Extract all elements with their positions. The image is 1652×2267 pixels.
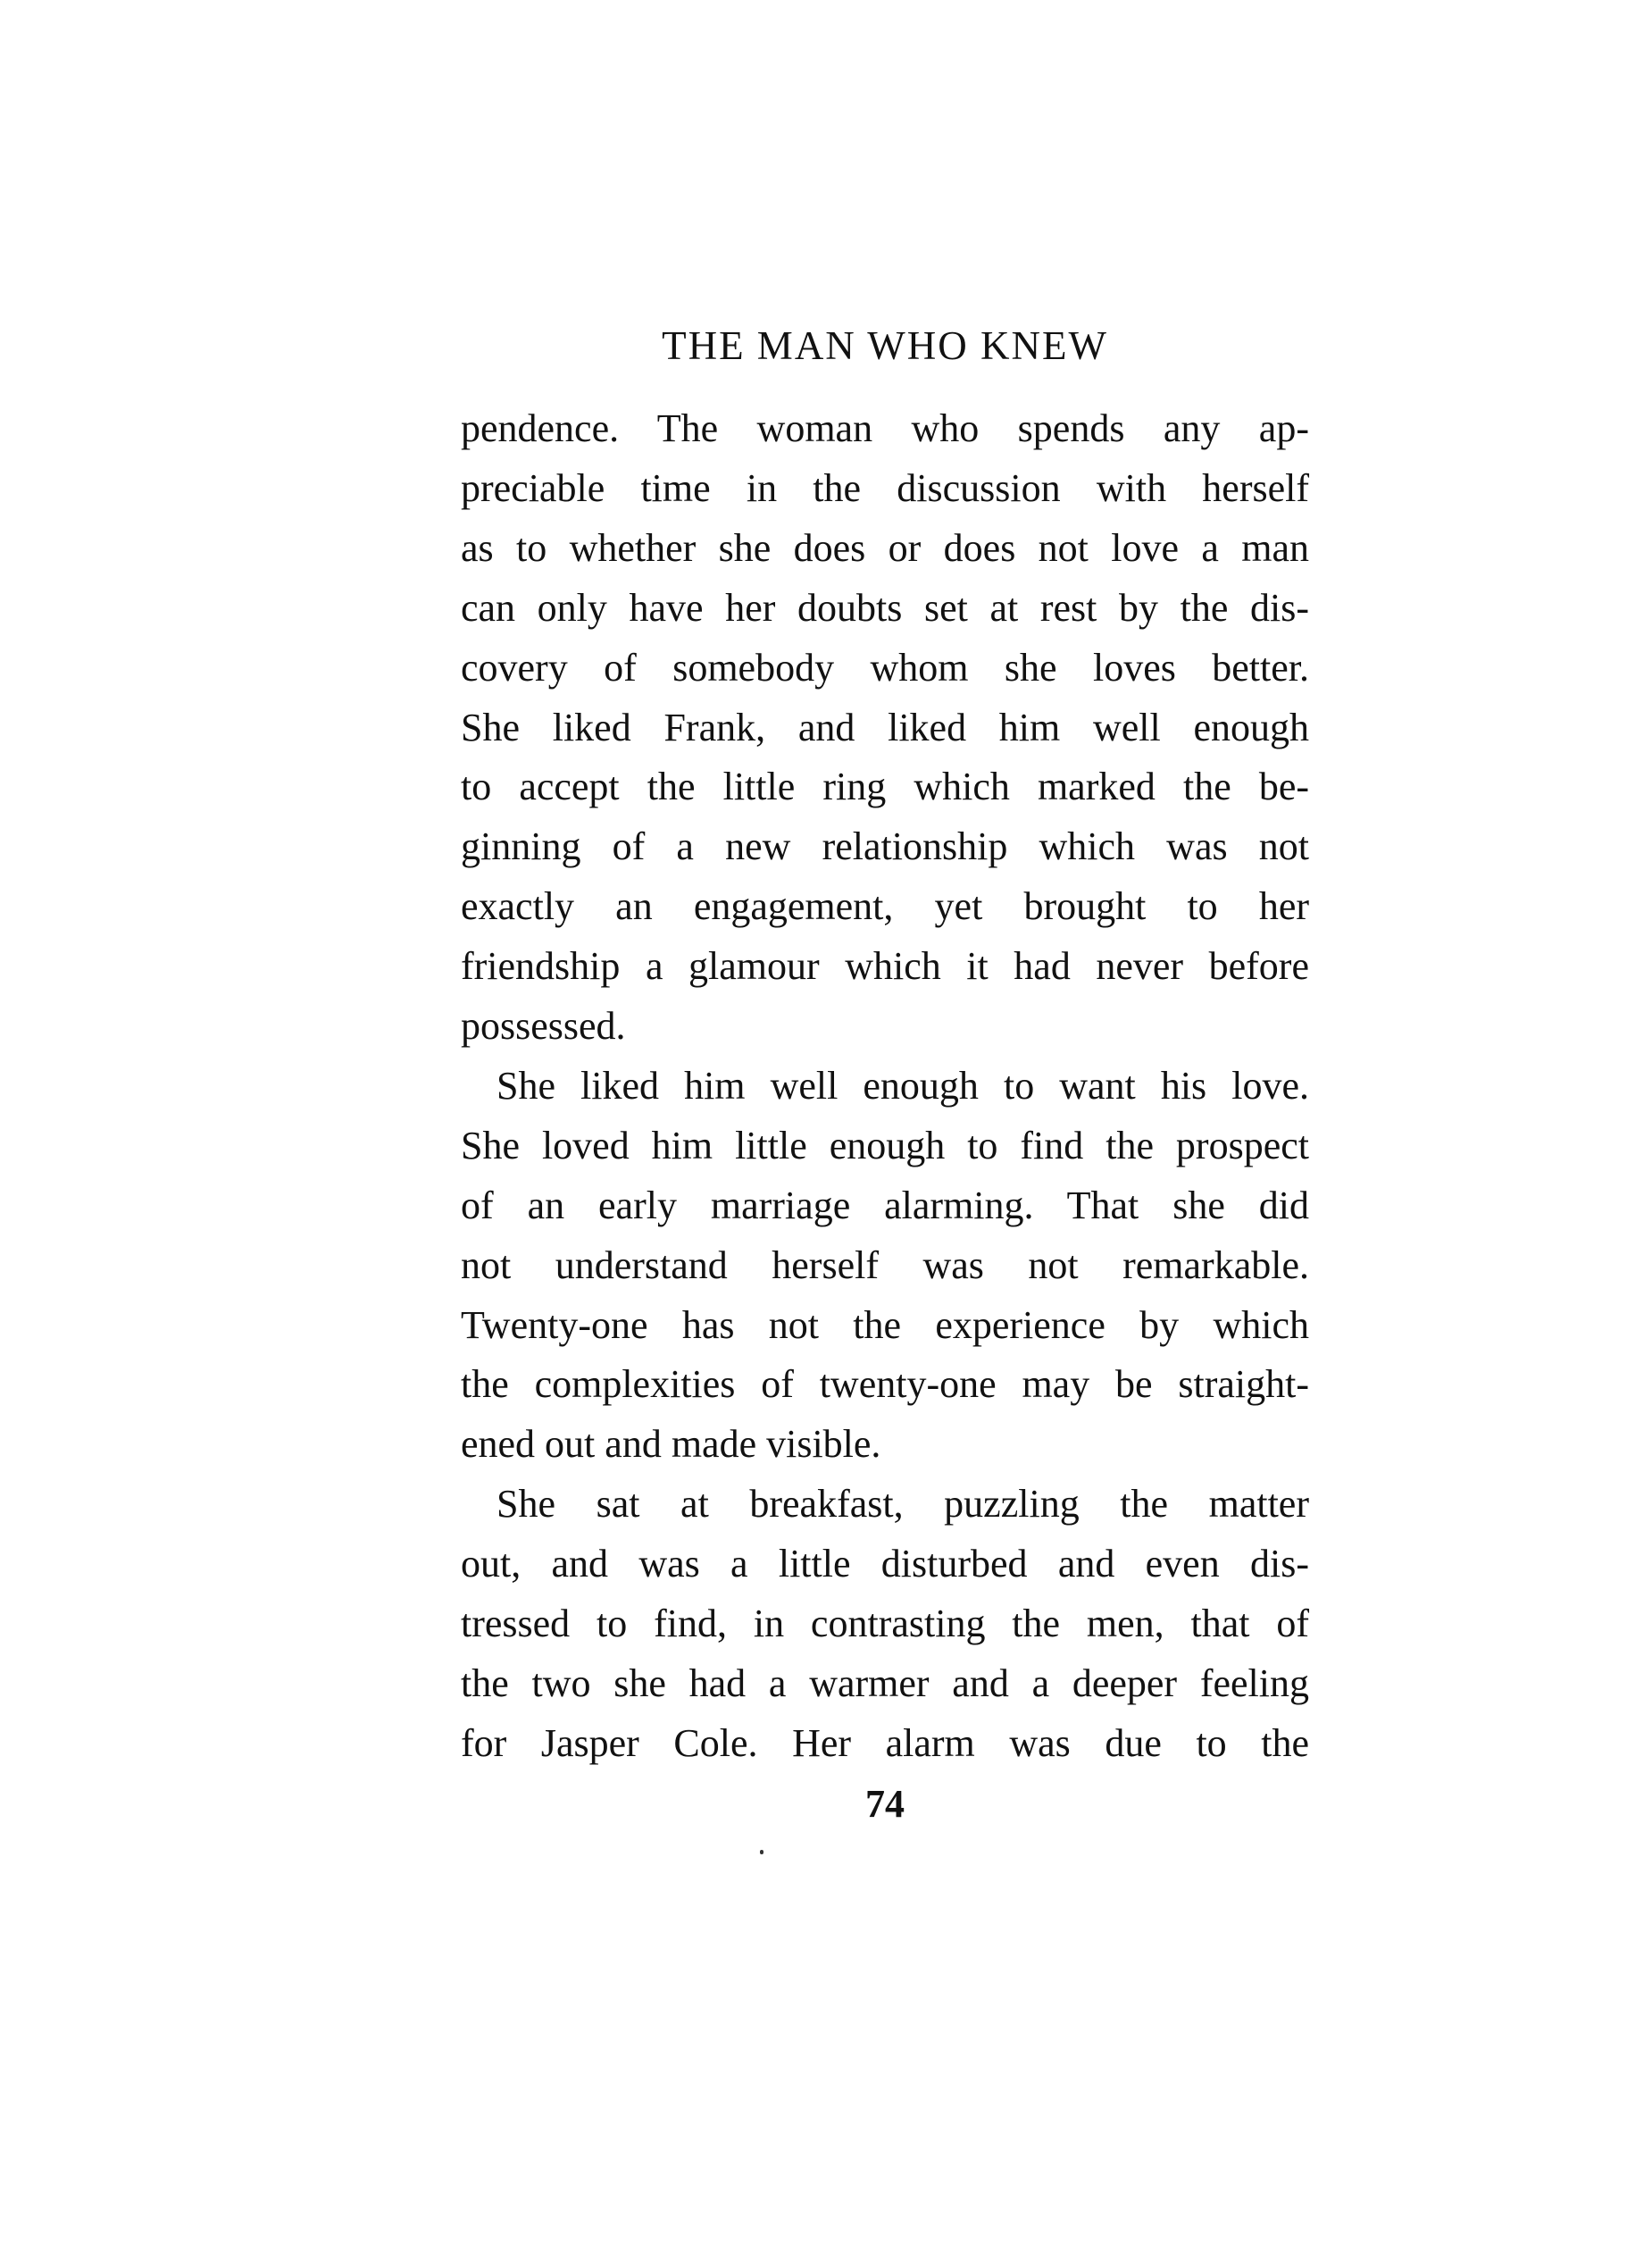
text-line: the two she had a warmer and a deeper feeling	[461, 1661, 1309, 1705]
text-line: possessed.	[461, 1004, 626, 1048]
text-line: tressed to find, in contrasting the men, that of	[461, 1602, 1309, 1645]
page-number: 74	[865, 1782, 905, 1826]
text-line: She loved him little enough to find the prospect	[461, 1123, 1309, 1167]
text-line: ginning of a new relationship which was not	[461, 824, 1309, 869]
text-line: Twenty-one has not the experience by which	[461, 1302, 1309, 1347]
text-line: She liked Frank, and liked him well enough	[461, 705, 1309, 749]
text-line: as to whether she does or does not love a man	[461, 525, 1309, 570]
text-line: the complexities of twenty-one may be straight-	[461, 1362, 1309, 1407]
text-line: to accept the little ring which marked the be-	[461, 765, 1309, 809]
text-line: ened out and made visible.	[461, 1422, 881, 1467]
text-line: friendship a glamour which it had never before	[461, 944, 1309, 989]
text-line: preciable time in the discussion with herself	[461, 465, 1309, 510]
print-speck	[760, 1850, 763, 1854]
text-line: covery of somebody whom she loves better.	[461, 645, 1309, 690]
running-head: THE MAN WHO KNEW	[662, 323, 1108, 368]
text-line: not understand herself was not remarkable.	[461, 1242, 1309, 1287]
text-line: She liked him well enough to want his love.	[496, 1063, 1309, 1108]
text-line: pendence. The woman who spends any ap-	[461, 406, 1309, 450]
text-line: She sat at breakfast, puzzling the matter	[496, 1482, 1309, 1527]
text-line: exactly an engagement, yet brought to her	[461, 884, 1309, 929]
text-line: out, and was a little disturbed and even dis-	[461, 1542, 1309, 1586]
text-line: for Jasper Cole. Her alarm was due to the	[461, 1720, 1309, 1765]
text-line: can only have her doubts set at rest by the dis-	[461, 585, 1309, 630]
text-line: of an early marriage alarming. That she did	[461, 1183, 1309, 1227]
